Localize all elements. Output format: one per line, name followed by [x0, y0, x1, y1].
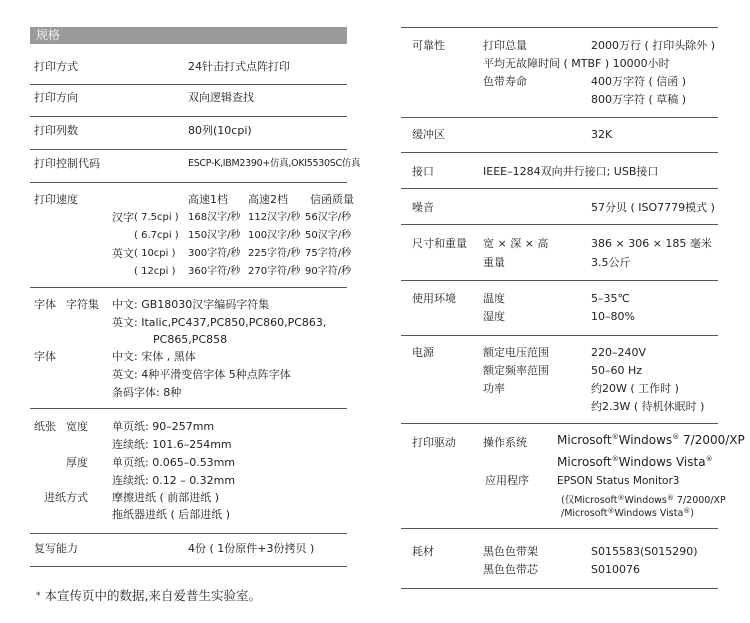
- speed-row-cpi: ( 6.7cpi ): [134, 230, 179, 241]
- frequency-key: 额定频率范围: [483, 364, 549, 377]
- paper-feed-1: 摩擦进纸 ( 前部进纸 ): [112, 491, 220, 504]
- divider: [30, 84, 347, 85]
- print-columns-value: 80列(10cpi): [188, 124, 252, 137]
- speed-row-v3: 56汉字/秒: [305, 212, 352, 223]
- humidity-value: 10–80%: [591, 310, 635, 323]
- ribbon-cartridge-key: 黑色色带架: [483, 545, 538, 558]
- divider: [401, 588, 718, 589]
- ribbon-refill-value: S010076: [591, 563, 640, 576]
- consumables-label: 耗材: [412, 545, 434, 558]
- speed-row-v3: 90字符/秒: [305, 266, 352, 277]
- os-key: 操作系统: [483, 436, 527, 449]
- divider: [401, 280, 718, 281]
- print-method-value: 24针击打式点阵打印: [188, 60, 290, 73]
- os-line-1: Microsoft®Windows® 7/2000/XP: [557, 433, 745, 447]
- charset-en-1: 英文: Italic,PC437,PC850,PC860,PC863,: [112, 316, 327, 329]
- speed-header-1: 高速1档: [188, 193, 228, 206]
- weight-key: 重量: [483, 256, 505, 269]
- copy-value: 4份 ( 1份原件+3份拷贝 ): [188, 542, 315, 555]
- font-label: 字体: [34, 350, 56, 363]
- print-speed-label: 打印速度: [34, 193, 78, 206]
- control-code-label: 打印控制代码: [34, 157, 100, 170]
- power-label: 电源: [412, 346, 434, 359]
- paper-width-1: 单页纸: 90–257mm: [112, 420, 215, 433]
- app-key: 应用程序: [485, 474, 529, 487]
- reliability-key: 打印总量: [483, 39, 527, 52]
- print-direction-value: 双向逻辑查找: [188, 91, 254, 104]
- paper-thick-1: 单页纸: 0.065–0.53mm: [112, 456, 236, 469]
- paper-width-2: 连续纸: 101.6–254mm: [112, 438, 232, 451]
- speed-row-v2: 112汉字/秒: [248, 212, 301, 223]
- temp-key: 温度: [483, 292, 505, 305]
- speed-row-v3: 75字符/秒: [305, 248, 352, 259]
- paper-feed-label: 进纸方式: [44, 491, 88, 504]
- speed-row-v1: 300字符/秒: [188, 248, 241, 259]
- driver-label: 打印驱动: [412, 436, 456, 449]
- speed-header-2: 高速2档: [248, 193, 288, 206]
- divider: [30, 566, 347, 567]
- buffer-value: 32K: [591, 128, 613, 141]
- paper-width-label: 宽度: [66, 420, 88, 433]
- speed-row-lang: 英文: [112, 247, 134, 260]
- divider: [401, 117, 718, 118]
- divider: [30, 149, 347, 150]
- speed-row-v1: 168汉字/秒: [188, 212, 241, 223]
- speed-row-v2: 225字符/秒: [248, 248, 301, 259]
- wattage-key: 功率: [483, 382, 505, 395]
- divider: [30, 408, 347, 409]
- speed-row-cpi: ( 12cpi ): [134, 266, 176, 277]
- spec-header: [30, 27, 347, 44]
- reliability-label: 可靠性: [412, 39, 445, 52]
- voltage-key: 额定电压范围: [483, 346, 549, 359]
- speed-row-v1: 150汉字/秒: [188, 230, 241, 241]
- reliability-value: 400万字符 ( 信函 ): [591, 75, 687, 88]
- interface-label: 接口: [412, 165, 434, 178]
- divider: [401, 423, 718, 424]
- speed-row-v2: 270字符/秒: [248, 266, 301, 277]
- copy-label: 复写能力: [34, 542, 78, 555]
- paper-thick-label: 厚度: [66, 456, 88, 469]
- voltage-value: 220–240V: [591, 346, 647, 359]
- reliability-mtbf: 平均无故障时间 ( MTBF ) 10000小时: [483, 57, 670, 70]
- frequency-value: 50–60 Hz: [591, 364, 643, 377]
- buffer-label: 缓冲区: [412, 128, 445, 141]
- speed-row-v1: 360字符/秒: [188, 266, 241, 277]
- control-code-value: ESCP-K,IBM2390+仿真,OKI5530SC仿真: [188, 158, 361, 169]
- print-columns-label: 打印列数: [34, 124, 78, 137]
- wattage-value: 约20W ( 工作时 ): [591, 382, 679, 395]
- size-value: 386 × 306 × 185 毫米: [591, 237, 712, 250]
- reliability-value: 2000万行 ( 打印头除外 ): [591, 39, 716, 52]
- standby-value: 约2.3W ( 待机休眠时 ): [591, 400, 705, 413]
- os-line-2: Microsoft®Windows Vista®: [557, 455, 713, 469]
- reliability-value: 800万字符 ( 草稿 ): [591, 93, 687, 106]
- divider: [30, 287, 347, 288]
- font-barcode: 条码字体: 8种: [112, 386, 182, 399]
- print-direction-label: 打印方向: [34, 91, 78, 104]
- env-label: 使用环境: [412, 292, 456, 305]
- font-cn: 中文: 宋体 , 黑体: [112, 350, 196, 363]
- divider: [401, 152, 718, 153]
- app-value: EPSON Status Monitor3: [557, 475, 680, 487]
- driver-note-1: (仅Microsoft®Windows® 7/2000/XP: [561, 494, 726, 506]
- speed-row-cpi: ( 7.5cpi ): [134, 212, 179, 223]
- footnote: * 本宣传页中的数据,来自爱普生实验室。: [36, 588, 261, 603]
- divider: [30, 182, 347, 183]
- divider: [30, 116, 347, 117]
- paper-label: 纸张: [34, 420, 56, 433]
- charset-label-1: 字体: [34, 298, 56, 311]
- speed-row-cpi: ( 10cpi ): [134, 248, 176, 259]
- size-key: 宽 × 深 × 高: [483, 237, 549, 250]
- divider: [30, 533, 347, 534]
- interface-value: IEEE–1284双向并行接口; USB接口: [483, 165, 659, 178]
- paper-feed-2: 拖纸器进纸 ( 后部进纸 ): [112, 508, 231, 521]
- size-label: 尺寸和重量: [412, 237, 467, 250]
- driver-note-2: /Microsoft®Windows Vista®): [561, 507, 695, 519]
- divider: [401, 27, 718, 28]
- noise-label: 噪音: [412, 201, 434, 214]
- speed-row-lang: 汉字: [112, 211, 134, 224]
- ribbon-cartridge-value: S015583(S015290): [591, 545, 698, 558]
- charset-label-2: 字符集: [66, 298, 99, 311]
- paper-thick-2: 连续纸: 0.12 – 0.32mm: [112, 474, 236, 487]
- font-en: 英文: 4种平滑变倍字体 5种点阵字体: [112, 368, 291, 381]
- ribbon-refill-key: 黑色色带芯: [483, 563, 538, 576]
- divider: [401, 188, 718, 189]
- spec-header-title: 规格: [36, 28, 61, 42]
- weight-value: 3.5公斤: [591, 256, 631, 269]
- reliability-key: 色带寿命: [483, 75, 527, 88]
- speed-row-v3: 50汉字/秒: [305, 230, 352, 241]
- print-method-label: 打印方式: [34, 60, 78, 73]
- charset-cn: 中文: GB18030汉字编码字符集: [112, 298, 270, 311]
- temp-value: 5–35℃: [591, 292, 630, 305]
- divider: [401, 528, 718, 529]
- charset-en-2: PC865,PC858: [153, 333, 228, 346]
- divider: [401, 224, 718, 225]
- divider: [401, 335, 718, 336]
- noise-value: 57分贝 ( ISO7779模式 ): [591, 201, 715, 214]
- speed-header-3: 信函质量: [310, 193, 354, 206]
- speed-row-v2: 100汉字/秒: [248, 230, 301, 241]
- humidity-key: 湿度: [483, 310, 505, 323]
